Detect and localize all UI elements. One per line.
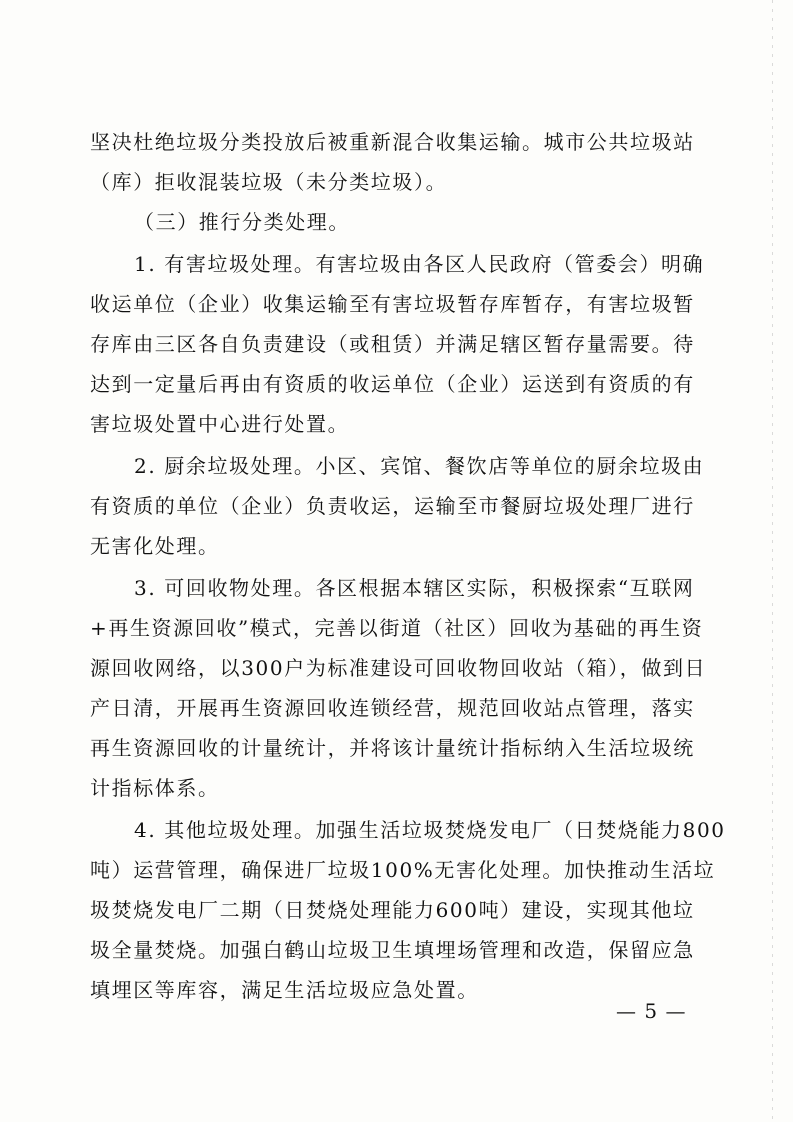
- text-line-9: 2. 厨余垃圾处理。小区、宾馆、餐饮店等单位的厨余垃圾由: [134, 454, 705, 478]
- text-line-4: 1. 有害垃圾处理。有害垃圾由各区人民政府（管委会）明确: [134, 252, 705, 276]
- text-line-12: 3. 可回收物处理。各区根据本辖区实际，积极探索“互联网: [134, 576, 695, 600]
- text-line-20: 圾焚烧发电厂二期（日焚烧处理能力600吨）建设，实现其他垃: [90, 898, 695, 922]
- text-line-14: 源回收网络，以300户为标准建设可回收物回收站（箱），做到日: [90, 656, 707, 680]
- text-line-8: 害垃圾处置中心进行处置。: [90, 412, 350, 436]
- text-line-10: 有资质的单位（企业）负责收运，运输至市餐厨垃圾处理厂进行: [90, 494, 695, 518]
- text-line-7: 达到一定量后再由有资质的收运单位（企业）运送到有资质的有: [90, 372, 695, 396]
- text-line-11: 无害化处理。: [90, 534, 220, 558]
- text-line-1: 坚决杜绝垃圾分类投放后被重新混合收集运输。城市公共垃圾站: [90, 130, 695, 154]
- text-line-18: 4. 其他垃圾处理。加强生活垃圾焚烧发电厂（日焚烧能力800: [134, 818, 726, 842]
- page-number: — 5 —: [616, 999, 687, 1023]
- text-line-6: 存库由三区各自负责建设（或租赁）并满足辖区暂存量需要。待: [90, 332, 695, 356]
- text-line-16: 再生资源回收的计量统计，并将该计量统计指标纳入生活垃圾统: [90, 736, 695, 760]
- text-line-22: 填埋区等库容，满足生活垃圾应急处置。: [90, 978, 479, 1002]
- scan-edge-mark: [772, 0, 773, 1122]
- text-line-19: 吨）运营管理，确保进厂垃圾100%无害化处理。加快推动生活垃: [90, 858, 716, 882]
- text-line-13: +再生资源回收”模式，完善以街道（社区）回收为基础的再生资: [90, 616, 704, 640]
- text-line-21: 圾全量焚烧。加强白鹤山垃圾卫生填埋场管理和改造，保留应急: [90, 938, 695, 962]
- text-line-2: （库）拒收混装垃圾（未分类垃圾）。: [90, 170, 448, 194]
- text-line-17: 计指标体系。: [90, 776, 220, 800]
- text-line-5: 收运单位（企业）收集运输至有害垃圾暂存库暂存，有害垃圾暂: [90, 292, 695, 316]
- text-line-15: 产日清，开展再生资源回收连锁经营，规范回收站点管理，落实: [90, 696, 695, 720]
- section-heading: （三）推行分类处理。: [134, 210, 350, 234]
